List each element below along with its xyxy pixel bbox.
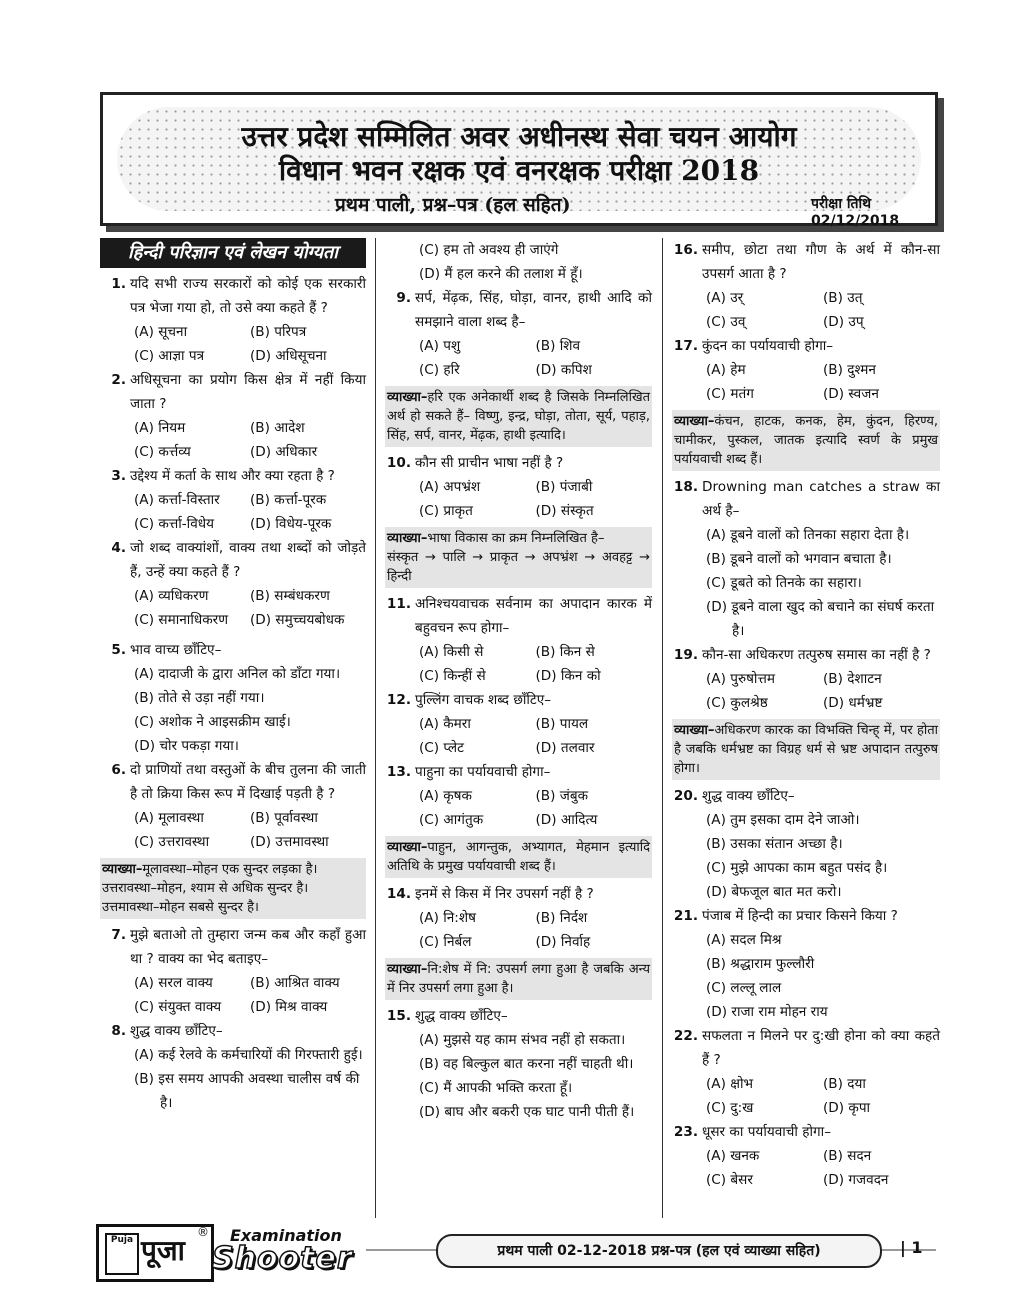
- option: (A) क्षोभ: [706, 1076, 754, 1092]
- option: (B) शिव: [535, 338, 581, 354]
- registered-mark: ®: [197, 1225, 209, 1239]
- question-text: Drowning man catches a straw का अर्थ है–: [702, 479, 940, 519]
- question-13: [385, 760, 652, 832]
- explanation-label: व्याख्या–: [102, 862, 143, 877]
- question-text: यदि सभी राज्य सरकारों को कोई एक सरकारी पत्र भेजा गया हो, तो उसे क्या कहते हैं ?: [130, 276, 366, 316]
- question-text: सर्प, मेंढ़क, सिंह, घोड़ा, वानर, हाथी आदि को समझाने वाला शब्द है–: [415, 290, 652, 330]
- page-number: | 1: [900, 1238, 923, 1257]
- option: (D) आदित्य: [535, 812, 598, 828]
- question-text: पुल्लिंग वाचक शब्द छाँटिए–: [415, 692, 552, 708]
- option: (C) किन्हीं से: [419, 668, 486, 684]
- question-text: समीप, छोटा तथा गौण के अर्थ में कौन-सा उपसर्ग आता है ?: [702, 242, 940, 282]
- header-exam-title: विधान भवन रक्षक एवं वनरक्षक परीक्षा 2018: [278, 154, 760, 187]
- footer-paper-label: प्रथम पाली 02-12-2018 प्रश्न-पत्र (हल एवं व्याख्या सहित): [436, 1234, 882, 1268]
- question-text: अधिसूचना का प्रयोग किस क्षेत्र में नहीं किया जाता ?: [130, 372, 366, 412]
- question-text: शुद्ध वाक्य छाँटिए–: [415, 1008, 508, 1024]
- option: (A) कर्त्ता-विस्तार: [134, 492, 220, 508]
- option: (D) बेफजूल बात मत करो।: [706, 884, 842, 900]
- question-text: शुद्ध वाक्य छाँटिए–: [702, 788, 795, 804]
- option: (B) निर्दश: [535, 910, 588, 926]
- question-text: सफलता न मिलने पर दु:खी होना को क्या कहते हैं ?: [702, 1028, 940, 1068]
- exam-header: [100, 92, 938, 229]
- column-right: [672, 238, 940, 1192]
- option: (C) समानाधिकरण: [134, 612, 229, 628]
- explanation-label: व्याख्या–: [387, 531, 428, 546]
- option: (C) प्राकृत: [419, 503, 473, 519]
- column-left: [100, 238, 366, 1115]
- option: (B) दया: [823, 1076, 866, 1092]
- question-number: 13.: [386, 764, 411, 780]
- option: (C) कर्त्ता-विधेय: [134, 516, 215, 532]
- option: (C) लल्लू लाल: [706, 980, 782, 996]
- option: (C) मतंग: [706, 386, 754, 402]
- option: (A) सदल मिश्र: [706, 932, 782, 948]
- question-number: 21.: [673, 908, 698, 924]
- option: (B) पंजाबी: [535, 479, 593, 495]
- option: (C) उत्तरावस्था: [134, 834, 210, 850]
- question-number: 16.: [673, 242, 698, 258]
- question-text: जो शब्द वाक्यांशों, वाक्य तथा शब्दों को जोड़ते हैं, उन्हें क्या कहते हैं ?: [130, 540, 366, 580]
- explanation-text: कंचन, हाटक, कनक, हेम, कुंदन, हिरण्य, चामीकर, पुस्कल, जातक इत्यादि स्वर्ण के प्रमुख पर्यायवाची शब्द हैं।: [674, 414, 938, 467]
- option: (A) तुम इसका दाम देने जाओ।: [706, 812, 860, 828]
- option: (A) सरल वाक्य: [134, 975, 213, 991]
- option: (A) कैमरा: [419, 716, 471, 732]
- option: (B) वह बिल्कुल बात करना नहीं चाहती थी।: [419, 1056, 634, 1072]
- question-number: 1.: [111, 276, 126, 292]
- question-7: [100, 923, 366, 1019]
- explanation-text: मूलावस्था–मोहन एक सुन्दर लड़का है।: [142, 862, 318, 877]
- option: (C) मुझे आपका काम बहुत पसंद है।: [706, 860, 888, 876]
- option: (A) किसी से: [419, 644, 484, 660]
- option: (A) व्यधिकरण: [134, 588, 209, 604]
- question-text: कौन सी प्राचीन भाषा नहीं है ?: [415, 455, 564, 471]
- question-text: धूसर का पर्यायवाची होगा–: [702, 1124, 831, 1140]
- option: (B) सदन: [823, 1148, 872, 1164]
- option: (B) जंबुक: [535, 788, 589, 804]
- question-number: 14.: [386, 886, 411, 902]
- question-2: [100, 368, 366, 464]
- header-paper-shift: प्रथम पाली, प्रश्न–पत्र (हल सहित): [335, 194, 571, 216]
- question-11: [385, 592, 652, 688]
- question-number: 7.: [111, 927, 126, 943]
- option: (C) बेसर: [706, 1172, 753, 1188]
- option: (A) कई रेलवे के कर्मचारियों की गिरफ्तारी हुई।: [134, 1047, 363, 1063]
- option: (D) कपिश: [535, 362, 592, 378]
- question-8: [100, 1019, 366, 1115]
- question-21: [672, 904, 940, 1024]
- option: (A) हेम: [706, 362, 746, 378]
- question-9: [385, 286, 652, 382]
- explanation-text: संस्कृत → पालि → प्राकृत → अपभ्रंश → अवहट्ट → हिन्दी: [387, 550, 650, 584]
- option: (D) निर्वाह: [535, 934, 591, 950]
- question-number: 2.: [111, 372, 126, 388]
- option: (C) हरि: [419, 362, 460, 378]
- shooter-main-text: Shooter: [212, 1241, 353, 1276]
- question-text: उद्देश्य में कर्ता के साथ और क्या रहता है ?: [130, 468, 335, 484]
- option: (D) विधेय-पूरक: [250, 516, 332, 532]
- explanation-text: अधिकरण कारक का विभक्ति चिन्ह् में, पर होता है जबकि धर्मभ्रष्ट का विग्रह धर्म से भ्रष्ट अपादान तत्पुरुष होगा।: [674, 723, 938, 776]
- option: (B) श्रद्धाराम फुल्लौरी: [706, 956, 815, 972]
- question-number: 23.: [673, 1124, 698, 1140]
- option: (B) आश्रित वाक्य: [250, 975, 340, 991]
- option: (C) कर्त्तव्य: [134, 444, 191, 460]
- question-number: 10.: [386, 455, 411, 471]
- explanation-box: [385, 527, 652, 588]
- question-number: 4.: [111, 540, 126, 556]
- option: (C) प्लेट: [419, 740, 464, 756]
- option: (A) खनक: [706, 1148, 760, 1164]
- option: (B) पायल: [535, 716, 589, 732]
- question-4: [100, 536, 366, 632]
- option: (A) उर्: [706, 290, 744, 306]
- option: (B) दुश्मन: [823, 362, 876, 378]
- question-14: [385, 882, 652, 954]
- option: (A) पुरुषोत्तम: [706, 671, 775, 687]
- option: (B) देशाटन: [823, 671, 882, 687]
- question-number: 8.: [111, 1023, 126, 1039]
- option: (C) संयुक्त वाक्य: [134, 999, 222, 1015]
- examination-shooter-logo: [212, 1226, 356, 1276]
- question-text: कौन-सा अधिकरण तत्पुरुष समास का नहीं है ?: [702, 647, 931, 663]
- option: (B) सम्बंधकरण: [250, 588, 330, 604]
- option: (C) हम तो अवश्य ही जाएंगे: [419, 242, 559, 258]
- option: (D) स्वजन: [823, 386, 879, 402]
- explanation-label: व्याख्या–: [387, 390, 428, 405]
- option: (D) तलवार: [535, 740, 595, 756]
- question-10: [385, 451, 652, 523]
- option: (D) मिश्र वाक्य: [250, 999, 328, 1015]
- option: (C) आगंतुक: [419, 812, 484, 828]
- column-middle: [385, 238, 652, 1124]
- question-text: इनमें से किस में निर उपसर्ग नहीं है ?: [415, 886, 594, 902]
- question-number: 11.: [386, 596, 411, 612]
- shooter-top-text: Examination: [230, 1226, 342, 1245]
- option: (A) नियम: [134, 420, 186, 436]
- column-divider: [662, 238, 663, 1218]
- question-number: 12.: [386, 692, 411, 708]
- option: (A) सूचना: [134, 324, 188, 340]
- question-number: 17.: [673, 338, 698, 354]
- option: (D) अधिसूचना: [250, 348, 327, 364]
- explanation-box: [672, 719, 940, 780]
- option: (D) कृपा: [823, 1100, 871, 1116]
- puja-logo: [96, 1224, 214, 1282]
- explanation-label: व्याख्या–: [387, 840, 428, 855]
- question-12: [385, 688, 652, 760]
- explanation-box: [385, 386, 652, 447]
- question-text: शुद्ध वाक्य छाँटिए–: [130, 1023, 223, 1039]
- option: (D) किन को: [535, 668, 601, 684]
- option: (B) किन से: [535, 644, 595, 660]
- question-text: पंजाब में हिन्दी का प्रचार किसने किया ?: [702, 908, 898, 924]
- question-number: 22.: [673, 1028, 698, 1044]
- question-number: 19.: [673, 647, 698, 663]
- question-17: [672, 334, 940, 406]
- question-20: [672, 784, 940, 904]
- question-22: [672, 1024, 940, 1120]
- question-number: 18.: [673, 479, 698, 495]
- option: (B) डूबने वालों को भगवान बचाता है।: [706, 551, 892, 567]
- option: (D) मैं हल करने की तलाश में हूँ।: [419, 266, 583, 282]
- option: (D) उप्: [823, 314, 864, 330]
- logo-small-text: Puja: [110, 1235, 134, 1245]
- option: (D) राजा राम मोहन राय: [706, 1004, 828, 1020]
- question-text: मुझे बताओ तो तुम्हारा जन्म कब और कहाँ हुआ था ? वाक्य का भेद बताइए–: [130, 927, 366, 967]
- option: (B) तोते से उड़ा नहीं गया।: [134, 690, 265, 706]
- logo-main-text: पूजा: [141, 1234, 185, 1267]
- option: (C) मैं आपकी भक्ति करता हूँ।: [419, 1080, 573, 1096]
- question-18: [672, 475, 940, 643]
- explanation-text: उत्तमावस्था–मोहन सबसे सुन्दर है।: [102, 900, 259, 915]
- option: (C) आज्ञा पत्र: [134, 348, 205, 364]
- question-16: [672, 238, 940, 334]
- option: (D) उत्तमावस्था: [250, 834, 329, 850]
- puja-badge-icon: [105, 1233, 139, 1275]
- explanation-text: भाषा विकास का क्रम निम्नलिखित है–: [427, 531, 605, 546]
- explanation-text: उत्तरावस्था–मोहन, श्याम से अधिक सुन्दर है।: [102, 881, 309, 896]
- explanation-label: व्याख्या–: [387, 962, 428, 977]
- option: (C) कुलश्रेष्ठ: [706, 695, 768, 711]
- question-number: 3.: [111, 468, 126, 484]
- option: (A) अपभ्रंश: [419, 479, 481, 495]
- explanation-label: व्याख्या–: [674, 414, 715, 429]
- option: (A) कृषक: [419, 788, 472, 804]
- option: (A) मूलावस्था: [134, 810, 204, 826]
- explanation-text: पाहुन, आगन्तुक, अभ्यागत, मेहमान इत्यादि अतिथि के प्रमुख पर्यायवाची शब्द हैं।: [387, 840, 650, 874]
- question-15: [385, 1004, 652, 1124]
- option: (A) मुझसे यह काम संभव नहीं हो सकता।: [419, 1032, 626, 1048]
- option: (B) कर्त्ता-पूरक: [250, 492, 327, 508]
- question-number: 6.: [111, 762, 126, 778]
- option: (A) नि:शेष: [419, 910, 476, 926]
- question-number: 15.: [386, 1008, 411, 1024]
- question-text: कुंदन का पर्यायवाची होगा–: [702, 338, 834, 354]
- column-divider: [375, 238, 376, 1218]
- explanation-box: [672, 410, 940, 471]
- question-1: [100, 272, 366, 368]
- option: (D) धर्मभ्रष्ट: [823, 695, 883, 711]
- option: (B) परिपत्र: [250, 324, 307, 340]
- option: (C) दु:ख: [706, 1100, 754, 1116]
- explanation-box: [100, 858, 366, 919]
- option: (A) पशु: [419, 338, 461, 354]
- question-6: [100, 758, 366, 854]
- question-text: भाव वाच्य छाँटिए–: [130, 642, 222, 658]
- question-text: दो प्राणियों तथा वस्तुओं के बीच तुलना की जाती है तो क्रिया किस रूप में दिखाई पड़ती है ?: [130, 762, 366, 802]
- option: (D) अधिकार: [250, 444, 318, 460]
- option: (D) बाघ और बकरी एक घाट पानी पीती हैं।: [419, 1104, 635, 1120]
- question-23: [672, 1120, 940, 1192]
- question-number: 5.: [111, 642, 126, 658]
- option: (C) निर्बल: [419, 934, 472, 950]
- option: (B) उत्: [823, 290, 863, 306]
- option: (B) इस समय आपकी अवस्था चालीस वर्ष की है।: [134, 1071, 360, 1111]
- option: (D) गजवदन: [823, 1172, 889, 1188]
- question-3: [100, 464, 366, 536]
- explanation-text: हरि एक अनेकार्थी शब्द है जिसके निम्नलिखित अर्थ हो सकते हैं– विष्णु, इन्द्र, घोड़ा, तोता, सूर्य, पहाड़, सिंह, सर्प, वानर, मेंढ़क, हाथी इत्यादि।: [387, 390, 650, 443]
- option: (A) दादाजी के द्वारा अनिल को डाँटा गया।: [134, 666, 341, 682]
- option: (A) डूबने वालों को तिनका सहारा देता है।: [706, 527, 910, 543]
- explanation-box: [385, 836, 652, 878]
- option: (D) संस्कृत: [535, 503, 594, 519]
- option: (B) आदेश: [250, 420, 305, 436]
- option: (D) डूबने वाला खुद को बचाने का संघर्ष करता है।: [706, 599, 935, 639]
- question-text: पाहुना का पर्यायवाची होगा–: [415, 764, 551, 780]
- section-title: हिन्दी परिज्ञान एवं लेखन योग्यता: [100, 238, 366, 268]
- option: (D) समुच्चयबोधक: [250, 612, 345, 628]
- option: (C) अशोक ने आइसक्रीम खाई।: [134, 714, 291, 730]
- option: (C) उव्: [706, 314, 746, 330]
- question-number: 20.: [673, 788, 698, 804]
- option: (D) चोर पकड़ा गया।: [134, 738, 239, 754]
- explanation-text: नि:शेष में नि: उपसर्ग लगा हुआ है जबकि अन्य में निर उपसर्ग लगा हुआ है।: [387, 962, 650, 996]
- explanation-box: [385, 958, 652, 1000]
- question-number: 9.: [396, 290, 411, 306]
- question-text: अनिश्चयवाचक सर्वनाम का अपादान कारक में बहुवचन रूप होगा–: [415, 596, 652, 636]
- header-exam-date: परीक्षा तिथि 02/12/2018: [811, 196, 900, 229]
- question-19: [672, 643, 940, 715]
- header-commission-title: उत्तर प्रदेश सम्मिलित अवर अधीनस्थ सेवा चयन आयोग: [241, 120, 797, 153]
- question-5: [100, 638, 366, 758]
- page-footer: [96, 1222, 936, 1280]
- explanation-label: व्याख्या–: [674, 723, 715, 738]
- option: (B) उसका संतान अच्छा है।: [706, 836, 843, 852]
- option: (C) डूबते को तिनके का सहारा।: [706, 575, 862, 591]
- option: (B) पूर्वावस्था: [250, 810, 318, 826]
